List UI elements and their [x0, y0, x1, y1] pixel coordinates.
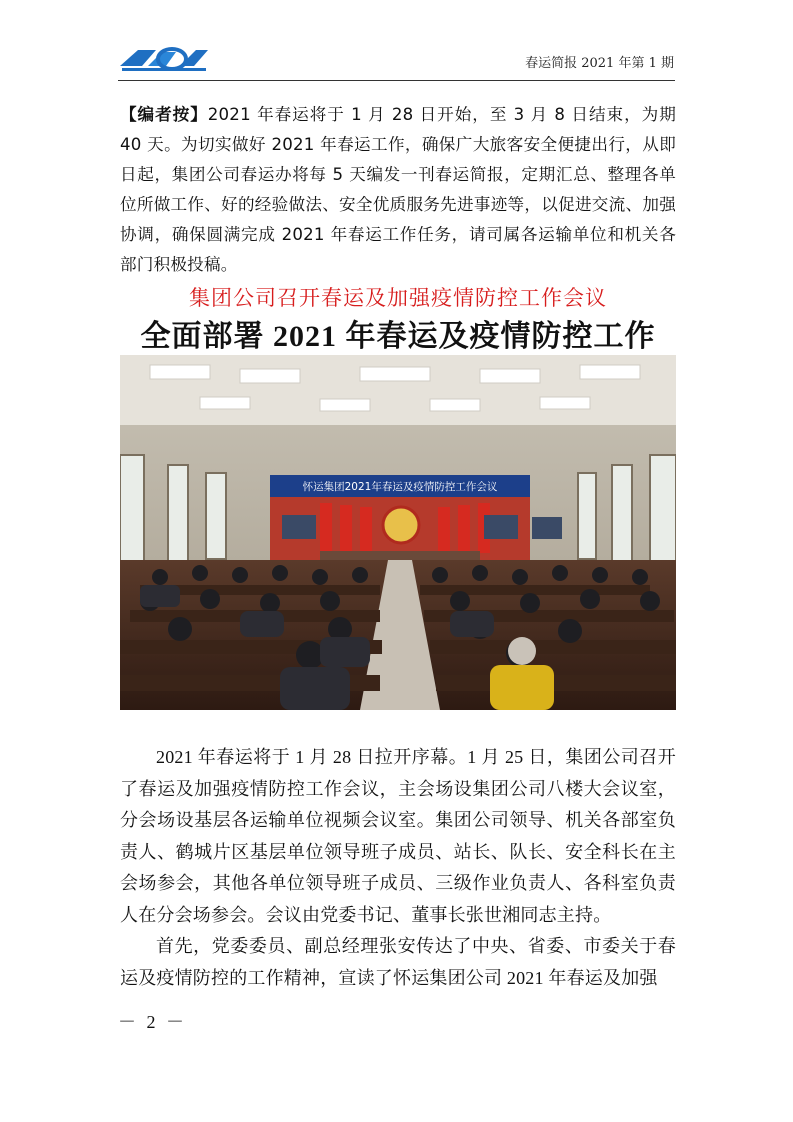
- page-number: － 2 －: [118, 1012, 187, 1032]
- meeting-photo: [120, 355, 676, 710]
- editor-note-text: 2021 年春运将于 1 月 28 日开始，至 3 月 8 日结束，为期 40 天。为切实做好 2021 年春运工作，确保广大旅客安全便捷出行，从即日起，集团公司春运办将每 5 天编发一刊春运简报，定期汇总、整理各单位所做工作、好的经验做法、安全优质服务先进事迹等，以促进交流、加强协调，确保圆满完成 2021 年春运工作任务，请司属各运输单位和机关各部门积极投稿。: [120, 105, 676, 274]
- article-subtitle: 集团公司召开春运及加强疫情防控工作会议: [189, 286, 607, 310]
- article-paragraph: 首先，党委委员、副总经理张安传达了中央、省委、市委关于春运及疫情防控的工作精神，宣读了怀运集团公司 2021 年春运及加强: [120, 936, 676, 988]
- editor-note-tag: 【编者按】: [120, 105, 208, 124]
- company-logo-icon: [118, 44, 210, 74]
- publication-issue: 春运简报 2021 年第 1 期: [525, 56, 674, 71]
- article-paragraph: 2021 年春运将于 1 月 28 日拉开序幕。1 月 25 日，集团公司召开了春运及加强疫情防控工作会议，主会场设集团公司八楼大会议室，分会场设基层各运输单位视频会议室。集团公司领导、机关各部室负责人、鹤城片区基层单位领导班子成员、站长、队长、安全科长在主会场参会，其他各单位领导班子成员、三级作业负责人、各科室负责人在分会场参会。会议由党委书记、董事长张世湘同志主持。: [120, 747, 676, 925]
- article-title: 全面部署 2021 年春运及疫情防控工作: [140, 320, 656, 353]
- photo-banner: 怀运集团2021年春运及疫情防控工作会议: [302, 481, 498, 493]
- article-body: [120, 742, 676, 994]
- editor-note: [120, 100, 676, 280]
- header-divider: [118, 80, 675, 81]
